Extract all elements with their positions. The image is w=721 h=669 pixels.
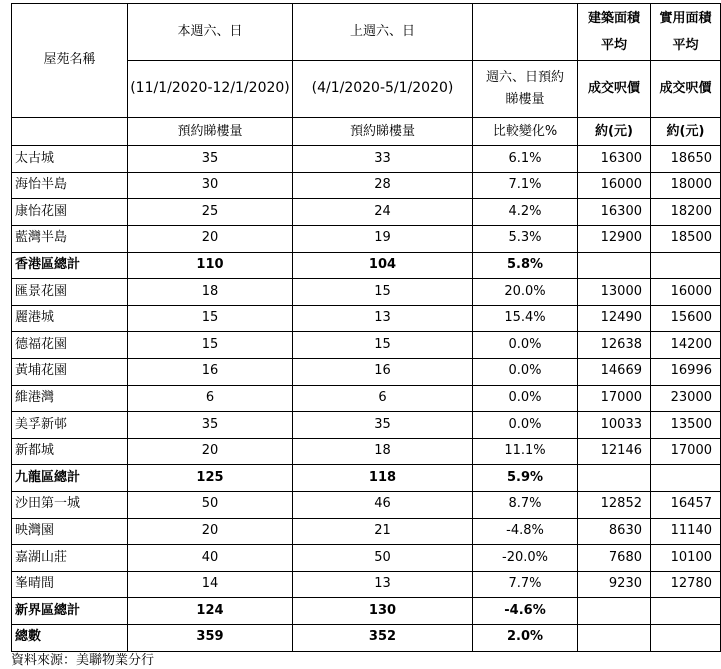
table-row bbox=[12, 571, 721, 598]
estate-name-cell: 太古城 bbox=[12, 146, 128, 173]
last-week-cell: 33 bbox=[293, 146, 473, 173]
estate-name-cell: 峯晴間 bbox=[12, 571, 128, 598]
gross-area-header-line2: 平均 bbox=[600, 38, 627, 53]
estate-name-cell: 黃埔花園 bbox=[12, 359, 128, 386]
change-cell: 2.0% bbox=[473, 624, 578, 651]
estate-name-sub-blank bbox=[12, 118, 128, 146]
last-week-cell: 13 bbox=[293, 305, 473, 332]
saleable-area-header-line2: 平均 bbox=[672, 38, 699, 53]
saleable-price-cell: 16000 bbox=[651, 279, 721, 306]
change-cell: 6.1% bbox=[473, 146, 578, 173]
change-header bbox=[473, 61, 578, 118]
table-row bbox=[12, 359, 721, 386]
source-note: 資料來源：美聯物業分行 bbox=[11, 653, 155, 668]
gross-price-cell: 16000 bbox=[578, 172, 651, 199]
table-row bbox=[12, 438, 721, 465]
this-week-header: 本週六、日 bbox=[128, 4, 293, 61]
last-week-cell: 21 bbox=[293, 518, 473, 545]
table-row bbox=[12, 172, 721, 199]
gross-price-cell: 12146 bbox=[578, 438, 651, 465]
total-row bbox=[12, 624, 721, 651]
change-cell: 8.7% bbox=[473, 492, 578, 519]
gross-price-cell bbox=[578, 252, 651, 279]
table-row bbox=[12, 279, 721, 306]
this-week-cell: 25 bbox=[128, 199, 293, 226]
estate-name-cell: 麗港城 bbox=[12, 305, 128, 332]
change-cell: -4.6% bbox=[473, 598, 578, 625]
last-week-dates: (4/1/2020-5/1/2020) bbox=[293, 61, 473, 118]
change-cell: 0.0% bbox=[473, 332, 578, 359]
last-week-cell: 15 bbox=[293, 332, 473, 359]
saleable-price-cell bbox=[651, 598, 721, 625]
this-week-cell: 40 bbox=[128, 545, 293, 572]
last-week-cell: 35 bbox=[293, 412, 473, 439]
gross-price-cell: 10033 bbox=[578, 412, 651, 439]
last-week-cell: 46 bbox=[293, 492, 473, 519]
table-row bbox=[12, 412, 721, 439]
this-week-cell: 15 bbox=[128, 305, 293, 332]
gross-price-cell: 12852 bbox=[578, 492, 651, 519]
change-subheader: 比較變化% bbox=[473, 118, 578, 146]
table-row bbox=[12, 199, 721, 226]
saleable-area-header-line1: 實用面積 bbox=[659, 10, 712, 26]
gross-price-cell: 14669 bbox=[578, 359, 651, 386]
change-cell: 7.7% bbox=[473, 571, 578, 598]
saleable-unit-subheader: 約(元) bbox=[651, 118, 721, 146]
estate-name-header: 屋苑名稱 bbox=[12, 4, 128, 118]
header-row-3 bbox=[12, 118, 721, 146]
table-row bbox=[12, 385, 721, 412]
last-week-cell: 130 bbox=[293, 598, 473, 625]
last-week-cell: 118 bbox=[293, 465, 473, 492]
saleable-price-cell: 18650 bbox=[651, 146, 721, 173]
change-cell: 15.4% bbox=[473, 305, 578, 332]
this-week-cell: 124 bbox=[128, 598, 293, 625]
this-week-cell: 6 bbox=[128, 385, 293, 412]
last-week-cell: 104 bbox=[293, 252, 473, 279]
this-week-cell: 50 bbox=[128, 492, 293, 519]
gross-price-cell bbox=[578, 465, 651, 492]
saleable-price-cell bbox=[651, 624, 721, 651]
change-cell: 20.0% bbox=[473, 279, 578, 306]
saleable-deal-price-header: 成交呎價 bbox=[651, 61, 721, 118]
change-cell: 0.0% bbox=[473, 359, 578, 386]
estate-name-cell: 沙田第一城 bbox=[12, 492, 128, 519]
change-cell: 5.3% bbox=[473, 226, 578, 253]
estate-name-cell: 德福花園 bbox=[12, 332, 128, 359]
last-week-cell: 352 bbox=[293, 624, 473, 651]
estate-name-cell: 新界區總計 bbox=[12, 598, 128, 625]
gross-price-cell: 8630 bbox=[578, 518, 651, 545]
table-row bbox=[12, 518, 721, 545]
gross-price-cell: 12900 bbox=[578, 226, 651, 253]
saleable-price-cell: 11140 bbox=[651, 518, 721, 545]
last-week-cell: 18 bbox=[293, 438, 473, 465]
saleable-price-cell: 15600 bbox=[651, 305, 721, 332]
saleable-price-cell: 18200 bbox=[651, 199, 721, 226]
change-cell: -4.8% bbox=[473, 518, 578, 545]
gross-unit-subheader: 約(元) bbox=[578, 118, 651, 146]
total-row bbox=[12, 465, 721, 492]
this-week-cell: 20 bbox=[128, 518, 293, 545]
this-week-cell: 20 bbox=[128, 226, 293, 253]
change-cell: 4.2% bbox=[473, 199, 578, 226]
change-header-line1: 週六、日預約 bbox=[485, 69, 564, 85]
this-week-subheader: 預約睇樓量 bbox=[128, 118, 293, 146]
this-week-cell: 16 bbox=[128, 359, 293, 386]
last-week-cell: 19 bbox=[293, 226, 473, 253]
this-week-cell: 14 bbox=[128, 571, 293, 598]
this-week-cell: 30 bbox=[128, 172, 293, 199]
gross-price-cell bbox=[578, 624, 651, 651]
gross-area-header-line1: 建築面積 bbox=[587, 10, 640, 26]
table-row bbox=[12, 305, 721, 332]
saleable-area-header bbox=[651, 4, 721, 61]
estate-name-cell: 嘉湖山莊 bbox=[12, 545, 128, 572]
viewing-volume-table bbox=[11, 3, 721, 652]
saleable-price-cell: 17000 bbox=[651, 438, 721, 465]
estate-name-cell: 總數 bbox=[12, 624, 128, 651]
change-header-line2: 睇樓量 bbox=[505, 92, 545, 107]
change-cell: -20.0% bbox=[473, 545, 578, 572]
this-week-cell: 359 bbox=[128, 624, 293, 651]
gross-price-cell: 13000 bbox=[578, 279, 651, 306]
this-week-cell: 15 bbox=[128, 332, 293, 359]
estate-name-cell: 映灣園 bbox=[12, 518, 128, 545]
gross-price-cell: 17000 bbox=[578, 385, 651, 412]
saleable-price-cell: 10100 bbox=[651, 545, 721, 572]
estate-name-cell: 新都城 bbox=[12, 438, 128, 465]
table-row bbox=[12, 545, 721, 572]
saleable-price-cell bbox=[651, 465, 721, 492]
estate-name-cell: 維港灣 bbox=[12, 385, 128, 412]
gross-price-cell: 16300 bbox=[578, 199, 651, 226]
last-week-cell: 6 bbox=[293, 385, 473, 412]
last-week-cell: 28 bbox=[293, 172, 473, 199]
last-week-cell: 15 bbox=[293, 279, 473, 306]
this-week-cell: 35 bbox=[128, 146, 293, 173]
this-week-cell: 110 bbox=[128, 252, 293, 279]
change-cell: 0.0% bbox=[473, 385, 578, 412]
gross-price-cell: 16300 bbox=[578, 146, 651, 173]
last-week-subheader: 預約睇樓量 bbox=[293, 118, 473, 146]
saleable-price-cell: 16996 bbox=[651, 359, 721, 386]
change-cell: 5.8% bbox=[473, 252, 578, 279]
last-week-cell: 24 bbox=[293, 199, 473, 226]
gross-price-cell: 9230 bbox=[578, 571, 651, 598]
gross-deal-price-header: 成交呎價 bbox=[578, 61, 651, 118]
gross-price-cell: 7680 bbox=[578, 545, 651, 572]
this-week-cell: 18 bbox=[128, 279, 293, 306]
saleable-price-cell: 16457 bbox=[651, 492, 721, 519]
estate-name-cell: 康怡花園 bbox=[12, 199, 128, 226]
table-row bbox=[12, 332, 721, 359]
change-cell: 5.9% bbox=[473, 465, 578, 492]
this-week-cell: 20 bbox=[128, 438, 293, 465]
table-row bbox=[12, 226, 721, 253]
change-cell: 11.1% bbox=[473, 438, 578, 465]
estate-name-cell: 海怡半島 bbox=[12, 172, 128, 199]
estate-name-cell: 美孚新邨 bbox=[12, 412, 128, 439]
total-row bbox=[12, 252, 721, 279]
this-week-dates: (11/1/2020-12/1/2020) bbox=[128, 61, 293, 118]
header-row-1 bbox=[12, 4, 721, 61]
estate-name-cell: 香港區總計 bbox=[12, 252, 128, 279]
estate-name-cell: 藍灣半島 bbox=[12, 226, 128, 253]
saleable-price-cell: 12780 bbox=[651, 571, 721, 598]
gross-price-cell: 12490 bbox=[578, 305, 651, 332]
change-cell: 7.1% bbox=[473, 172, 578, 199]
this-week-cell: 35 bbox=[128, 412, 293, 439]
total-row bbox=[12, 598, 721, 625]
saleable-price-cell bbox=[651, 252, 721, 279]
saleable-price-cell: 18000 bbox=[651, 172, 721, 199]
estate-name-cell: 匯景花園 bbox=[12, 279, 128, 306]
last-week-cell: 16 bbox=[293, 359, 473, 386]
saleable-price-cell: 18500 bbox=[651, 226, 721, 253]
saleable-price-cell: 13500 bbox=[651, 412, 721, 439]
saleable-price-cell: 23000 bbox=[651, 385, 721, 412]
gross-area-header bbox=[578, 4, 651, 61]
table-row bbox=[12, 492, 721, 519]
table-row bbox=[12, 146, 721, 173]
saleable-price-cell: 14200 bbox=[651, 332, 721, 359]
last-week-header: 上週六、日 bbox=[293, 4, 473, 61]
gross-price-cell bbox=[578, 598, 651, 625]
this-week-cell: 125 bbox=[128, 465, 293, 492]
last-week-cell: 50 bbox=[293, 545, 473, 572]
change-header-blank bbox=[473, 4, 578, 61]
change-cell: 0.0% bbox=[473, 412, 578, 439]
estate-name-cell: 九龍區總計 bbox=[12, 465, 128, 492]
last-week-cell: 13 bbox=[293, 571, 473, 598]
gross-price-cell: 12638 bbox=[578, 332, 651, 359]
